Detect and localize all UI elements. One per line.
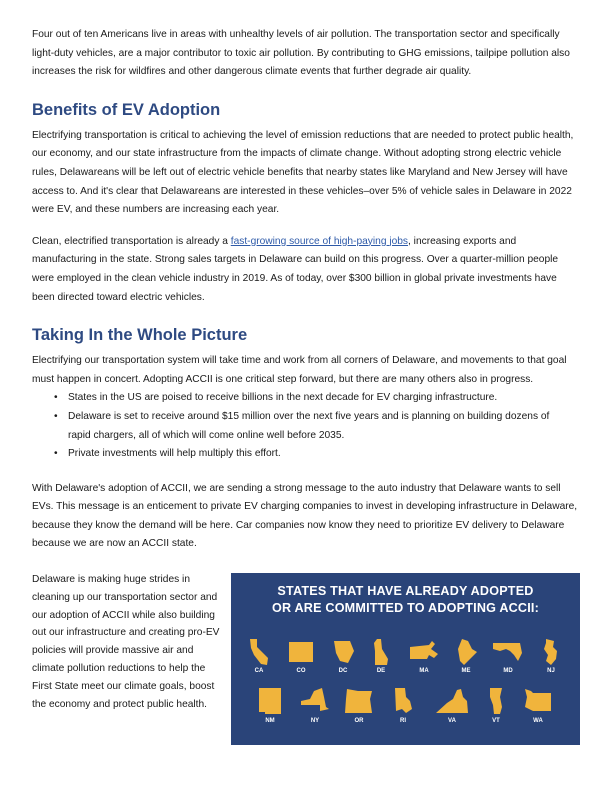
graphic-title-line-1: STATES THAT HAVE ALREADY ADOPTED [277,584,534,599]
state-ri [384,687,422,724]
jobs-link[interactable]: fast-growing source of high-paying jobs [230,235,409,247]
state-label: OR [354,718,364,725]
state-wa-shape [523,687,553,715]
state-label: CA [254,668,264,675]
state-ca-shape [248,639,270,665]
state-wa [519,687,557,724]
state-me-shape [454,639,478,665]
graphic-title-line-2: OR ARE COMMITTED TO ADOPTING ACCII: [271,601,540,616]
state-nj [532,639,570,674]
state-ri-shape [392,687,414,715]
closing-paragraph: Delaware is making huge strides in cleaning up our transportation sector and our adoption of ACCII while also building out our infrastructure and creating pro-EV policies will provide massive air and climate pollution reductions to help the First State meet our climate goals, boost the economy and protect public health. [32,574,220,710]
state-ny [296,687,334,724]
state-label: DC [338,668,348,675]
whole-picture-heading: Taking In the Whole Picture [32,326,248,345]
state-md [489,639,527,674]
state-me [447,639,485,674]
state-ny-shape [300,687,330,715]
state-va-shape [435,687,469,715]
state-label: DE [376,668,386,675]
bullet-item: • Delaware is set to receive around $15 million over the next five years and is planning on building dozens of rapid chargers, all of which will come online well before 2035. [54,408,580,445]
state-label: CO [296,668,306,675]
state-ca [240,639,278,674]
state-de-shape [371,639,391,665]
state-label: NJ [547,668,555,675]
state-nm-shape [257,687,283,715]
state-label: NY [310,718,320,725]
state-vt [477,687,515,724]
benefits-paragraph-2-end: , increasing exports and manufacturing in the state. Strong sales targets in Delaware can build on this progress. Over a quarter-million people were employed in the clean vehicle industry in 2019. As of today, over $300 billion in global private investments have been directed toward electric vehicles. [32,235,559,303]
bullet-item: • Private investments will help multiply this effort. [54,445,580,464]
state-or-shape [344,687,374,715]
benefits-paragraph-1: Electrifying transportation is critical to achieving the level of emission reductions that are needed to protect public health, our economy, and our state infrastructure from the impacts of climate change. Without adopting strong electric vehicle rules, Delawareans will be left out of electric vehicle benefits that nearby states like Maryland and New Jersey will have access to. And it's clear that Delawareans are interested in these vehicles–over 5% of vehicle sales in Delaware in 2022 were EV, and these numbers are increasing each year. [32,129,574,216]
state-label: ME [461,668,471,675]
state-de [362,639,400,674]
state-label: VA [448,718,456,725]
state-label: RI [400,718,406,725]
benefits-heading: Benefits of EV Adoption [32,100,221,119]
state-label: WA [533,718,543,725]
state-or [340,687,378,724]
benefits-paragraph-2-start: Clean, electrified transportation is already a [32,235,231,247]
state-nj-shape [541,639,561,665]
state-dc-shape [330,639,356,665]
bullet-item: • States in the US are poised to receive billions in the next decade for EV charging infrastructure. [54,389,580,408]
state-nm [251,687,289,724]
state-ma-shape [409,639,439,665]
benefits-paragraph-2 [32,233,580,307]
state-label: MD [503,668,513,675]
document-page [32,26,580,751]
state-ma [405,639,443,674]
closing-section [32,571,580,751]
intro-paragraph: Four out of ten Americans live in areas with unhealthy levels of air pollution. The transportation sector and specifically light-duty vehicles, are a major contributor to toxic air pollution. By contributing to GHG emissions, tailpipe pollution also increases the risk for wildfires and other dangerous climate events that further degrade air quality. [32,29,570,78]
state-vt-shape [486,687,506,715]
whole-picture-paragraph-1: Electrifying our transportation system will take time and work from all corners of Delaware, and movements to that goal must happen in concert. Adopting ACCII is one critical step forward, but there are many others also in progress. [32,355,567,385]
whole-picture-paragraph-2: With Delaware's adoption of ACCII, we are sending a strong message to the auto industry that Delaware wants to sell EVs. This message is an enticement to private EV charging companies to invest in developing infrastructure in Delaware, because they know the demand will be here. Car companies now know they need to prioritize EV delivery to Delaware because we are now an ACCII state. [32,482,578,550]
accii-states-graphic [231,573,580,745]
graphic-title [231,583,580,617]
investment-bullet-list [32,389,580,463]
state-va [433,687,471,724]
state-co [282,639,320,674]
state-co-shape [288,639,314,665]
state-label: NM [265,718,275,725]
state-label: MA [419,668,429,675]
state-label: VT [492,718,500,725]
state-md-shape [492,639,524,665]
state-dc [324,639,362,674]
